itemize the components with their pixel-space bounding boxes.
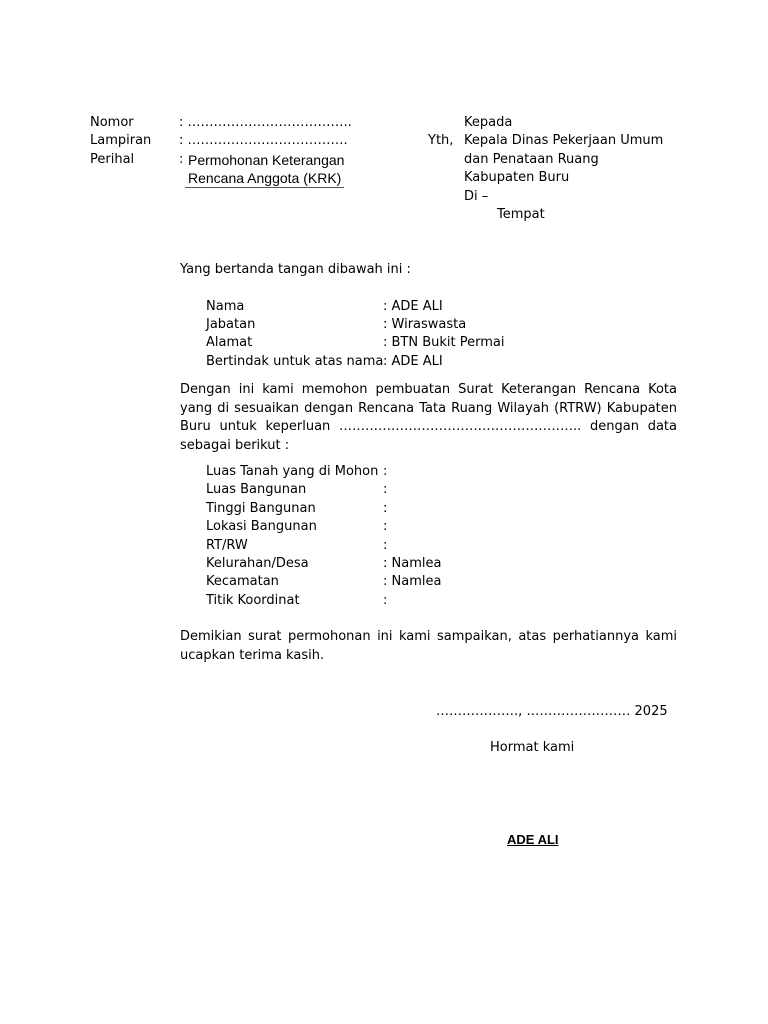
lampiran-label: Lampiran bbox=[90, 133, 152, 148]
land-data-label: Titik Koordinat bbox=[206, 593, 300, 608]
land-data-value: : Namlea bbox=[383, 556, 442, 571]
identity-label: Bertindak untuk atas nama bbox=[206, 354, 384, 369]
identity-value: : ADE ALI bbox=[383, 299, 443, 314]
land-data-label: RT/RW bbox=[206, 538, 248, 553]
identity-label: Jabatan bbox=[206, 317, 256, 332]
identity-value: : BTN Bukit Permai bbox=[383, 335, 505, 350]
recipient-line-3: Kabupaten Buru bbox=[464, 170, 570, 185]
nomor-label: Nomor bbox=[90, 115, 134, 130]
yth-label: Yth, bbox=[428, 133, 454, 148]
closing-paragraph: Demikian surat permohonan ini kami sampaikan, atas perhatiannya kami ucapkan terima kasih. bbox=[180, 629, 677, 663]
signer-name: ADE ALI bbox=[507, 832, 559, 847]
request-paragraph: Dengan ini kami memohon pembuatan Surat Keterangan Rencana Kota yang di sesuaikan dengan Rencana Tata Ruang Wilayah (RTRW) Kabupaten Buru untuk keperluan ……………………………………………….. dengan data sebagai berikut : bbox=[180, 382, 677, 453]
land-data-label: Luas Bangunan bbox=[206, 482, 307, 497]
land-data-value: : bbox=[383, 593, 388, 608]
identity-value: : ADE ALI bbox=[383, 354, 443, 369]
nomor-value: : ……………………………….. bbox=[179, 115, 352, 130]
land-data-value: : bbox=[383, 482, 388, 497]
land-data-value: : bbox=[383, 538, 388, 553]
land-data-label: Luas Tanah yang di Mohon bbox=[206, 464, 379, 479]
identity-value: : Wiraswasta bbox=[383, 317, 467, 332]
recipient-line-1: Kepala Dinas Pekerjaan Umum bbox=[464, 133, 664, 148]
land-data-label: Tinggi Bangunan bbox=[206, 501, 316, 516]
perihal-colon: : bbox=[179, 152, 184, 167]
land-data-label: Kelurahan/Desa bbox=[206, 556, 309, 571]
perihal-label: Perihal bbox=[90, 152, 135, 167]
identity-label: Nama bbox=[206, 299, 245, 314]
lampiran-value: : ………………………………. bbox=[179, 133, 348, 148]
identity-label: Alamat bbox=[206, 335, 253, 350]
land-data-value: : Namlea bbox=[383, 574, 442, 589]
recipient-di: Di – bbox=[464, 189, 489, 204]
land-data-label: Kecamatan bbox=[206, 574, 279, 589]
recipient-tempat: Tempat bbox=[497, 207, 545, 222]
land-data-value: : bbox=[383, 501, 388, 516]
recipient-line-2: dan Penataan Ruang bbox=[464, 152, 599, 167]
land-data-value: : bbox=[383, 464, 388, 479]
perihal-line-1: Permohonan Keterangan bbox=[188, 152, 345, 168]
regards-text: Hormat kami bbox=[490, 740, 575, 755]
intro-text: Yang bertanda tangan dibawah ini : bbox=[180, 262, 411, 277]
land-data-value: : bbox=[383, 519, 388, 534]
recipient-kepada: Kepada bbox=[464, 115, 513, 130]
perihal-line-2: Rencana Anggota (KRK) bbox=[188, 170, 342, 186]
subject-underline bbox=[185, 187, 344, 188]
land-data-label: Lokasi Bangunan bbox=[206, 519, 317, 534]
date-line: ………………., …………………… 2025 bbox=[436, 704, 668, 719]
